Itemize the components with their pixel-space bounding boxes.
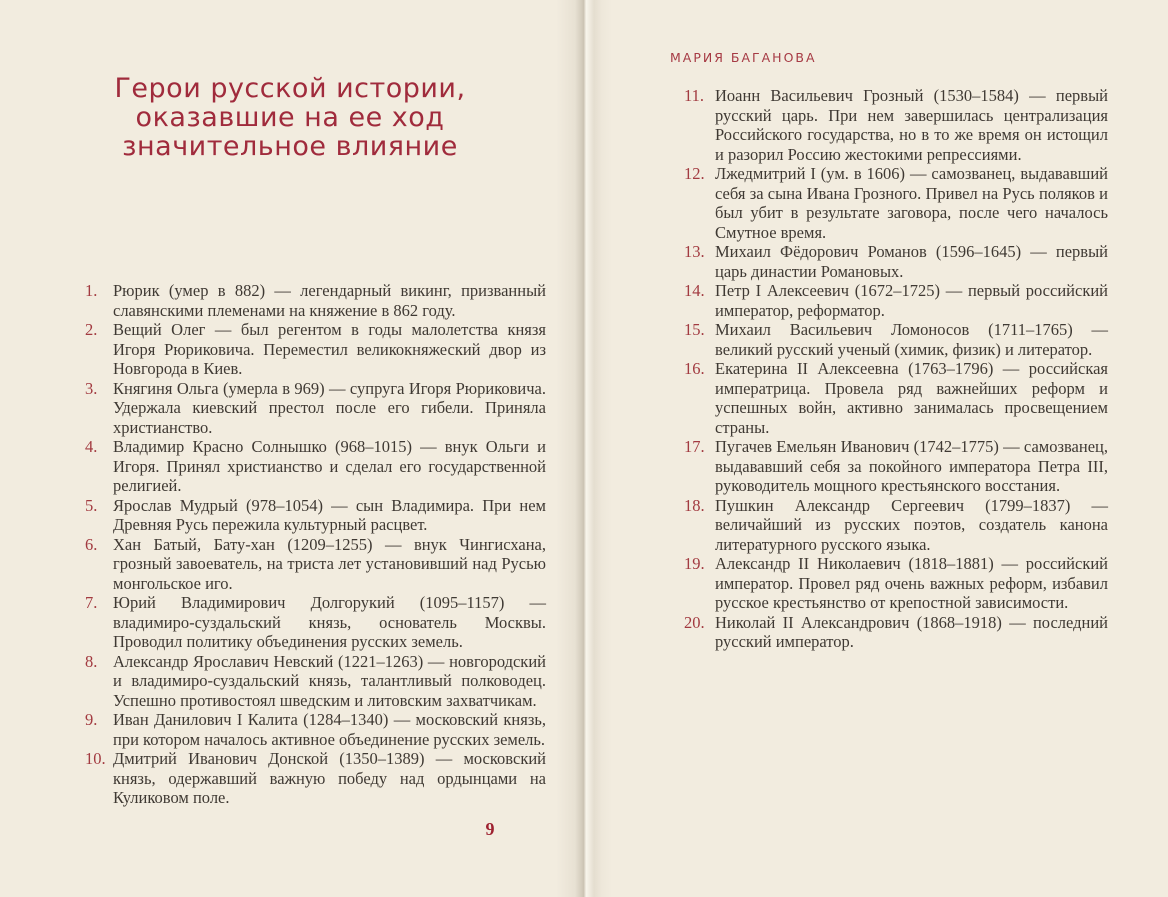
list-item bbox=[684, 496, 1108, 555]
list-item-text: Иоанн Васильевич Грозный (1530–1584) — первый русский царь. При нем завершилась централизация Российского государства, но в то же время он истощил и разорил Россию жестокими репрессиями. bbox=[715, 86, 1108, 164]
list-item-number: 11. bbox=[684, 86, 705, 105]
list-item bbox=[85, 535, 546, 594]
page-gutter-shadow bbox=[556, 0, 612, 897]
list-item bbox=[684, 164, 1108, 242]
list-item-number: 3. bbox=[85, 378, 98, 398]
list-item-text: Пугачев Емельян Иванович (1742–1775) — самозванец, выдававший себя за покойного императора Петра III, руководитель мощного крестьянского восстания. bbox=[715, 437, 1108, 495]
list-item bbox=[85, 379, 546, 438]
list-item-number: 20. bbox=[684, 612, 705, 632]
list-item-text: Княгиня Ольга (умерла в 969) — супруга Игоря Рюриковича. Удержала киевский престол после его гибели. Приняла христианство. bbox=[113, 378, 546, 437]
list-item-number: 13. bbox=[684, 242, 705, 261]
list-item bbox=[85, 749, 546, 808]
history-list-11-20 bbox=[684, 86, 1108, 652]
list-item-number: 2. bbox=[85, 320, 98, 339]
list-item-text: Екатерина II Алексеевна (1763–1796) — российская императрица. Провела ряд важнейших реформ и успешных войн, активно занималась просвещением страны. bbox=[715, 359, 1108, 437]
list-item bbox=[684, 437, 1108, 496]
list-item bbox=[684, 554, 1108, 613]
list-item bbox=[684, 320, 1108, 359]
list-item bbox=[85, 652, 546, 711]
list-item-text: Лжедмитрий I (ум. в 1606) — самозванец, выдававший себя за сына Ивана Грозного. Привел на Русь поляков и был убит в результате заговора, после чего началось Смутное время. bbox=[715, 164, 1108, 242]
list-item-number: 15. bbox=[684, 320, 705, 339]
list-item-number: 14. bbox=[684, 281, 705, 300]
chapter-title-line-3: значительное влияние bbox=[122, 131, 458, 162]
list-item bbox=[85, 710, 546, 749]
list-item-number: 19. bbox=[684, 554, 705, 573]
list-item bbox=[684, 281, 1108, 320]
list-item-number: 9. bbox=[85, 710, 98, 729]
list-item-number: 8. bbox=[85, 651, 98, 671]
list-item-number: 10. bbox=[85, 749, 106, 768]
list-item bbox=[85, 496, 546, 535]
list-item-number: 7. bbox=[85, 593, 98, 612]
list-item-text: Николай II Александрович (1868–1918) — последний русский император. bbox=[715, 612, 1108, 651]
list-item-text: Пушкин Александр Сергеевич (1799–1837) — величайший из русских поэтов, создатель канона литературного русского языка. bbox=[715, 495, 1108, 554]
list-item-text: Иван Данилович I Калита (1284–1340) — московский князь, при котором началось активное объединение русских земель. bbox=[113, 710, 546, 749]
list-item-number: 1. bbox=[85, 281, 98, 300]
list-item-text: Вещий Олег — был регентом в годы малолетства князя Игоря Рюриковича. Переместил великокняжеский двор из Новгорода в Киев. bbox=[113, 320, 546, 378]
list-item-text: Юрий Владимирович Долгорукий (1095–1157) — владимиро-суздальский князь, основатель Москвы. Проводил политику объединения русских земель. bbox=[113, 593, 546, 651]
chapter-title bbox=[88, 74, 492, 161]
list-item-text: Михаил Васильевич Ломоносов (1711–1765) — великий русский ученый (химик, физик) и литератор. bbox=[715, 320, 1108, 359]
list-item-text: Александр Ярославич Невский (1221–1263) — новгородский и владимиро-суздальский князь, талантливый полководец. Успешно противостоял шведским и литовским захватчикам. bbox=[113, 651, 546, 710]
history-list-1-10 bbox=[85, 281, 546, 808]
list-item bbox=[684, 242, 1108, 281]
list-item-text: Дмитрий Иванович Донской (1350–1389) — московский князь, одержавший важную победу над ордынцами на Куликовом поле. bbox=[113, 749, 546, 807]
list-item bbox=[85, 281, 546, 320]
list-item-number: 18. bbox=[684, 495, 705, 515]
list-item bbox=[684, 86, 1108, 164]
running-header-author: МАРИЯ БАГАНОВА bbox=[670, 50, 817, 65]
list-item-text: Александр II Николаевич (1818–1881) — российский император. Провел ряд очень важных реформ, избавил русское крестьянство от крепостной зависимости. bbox=[715, 554, 1108, 612]
list-item-text: Рюрик (умер в 882) — легендарный викинг, призванный славянскими племенами на княжение в 862 году. bbox=[113, 281, 546, 320]
list-item bbox=[684, 359, 1108, 437]
list-item-text: Михаил Фёдорович Романов (1596–1645) — первый царь династии Романовых. bbox=[715, 242, 1108, 281]
list-item-number: 6. bbox=[85, 534, 98, 554]
list-item-number: 4. bbox=[85, 437, 98, 456]
list-item-number: 16. bbox=[684, 359, 705, 378]
list-item-number: 5. bbox=[85, 495, 98, 515]
list-item-text: Владимир Красно Солнышко (968–1015) — внук Ольги и Игоря. Принял христианство и сделал его государственной религией. bbox=[113, 437, 546, 495]
list-item bbox=[85, 593, 546, 652]
list-item-text: Ярослав Мудрый (978–1054) — сын Владимира. При нем Древняя Русь пережила культурный расцвет. bbox=[113, 495, 546, 534]
list-item-text: Петр I Алексеевич (1672–1725) — первый российский император, реформатор. bbox=[715, 281, 1108, 320]
page-number: 9 bbox=[485, 819, 495, 839]
list-item-number: 17. bbox=[684, 437, 705, 456]
list-item bbox=[684, 613, 1108, 652]
chapter-title-line-2: оказавшие на ее ход bbox=[135, 102, 445, 133]
list-item-text: Хан Батый, Бату-хан (1209–1255) — внук Чингисхана, грозный завоеватель, на триста лет установивший над Русью монгольское иго. bbox=[113, 534, 546, 593]
chapter-title-line-1: Герои русской истории, bbox=[114, 73, 466, 104]
list-item bbox=[85, 320, 546, 379]
list-item bbox=[85, 437, 546, 496]
list-item-number: 12. bbox=[684, 164, 705, 183]
